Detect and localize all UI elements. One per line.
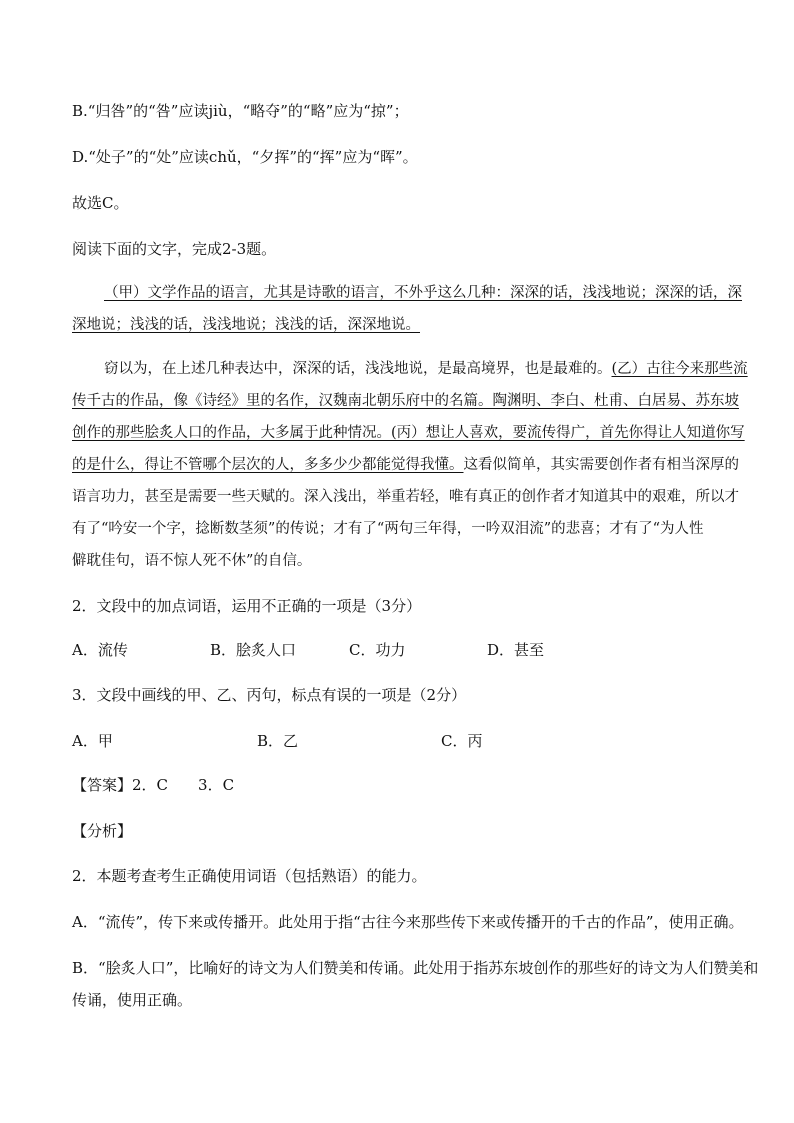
question-3-option-a: A．甲 <box>72 732 113 750</box>
passage-sentence-jia-line2: 深地说；浅浅的话，浅浅地说；浅浅的话，深深地说。 <box>72 317 420 333</box>
analysis-line-4: 传诵，使用正确。 <box>72 991 193 1009</box>
passage-sentence-yi: (乙）古往今来那些流 <box>611 361 748 377</box>
question-2-option-a: A．流传 <box>72 641 128 659</box>
question-2-stem: 2．文段中的加点词语，运用不正确的一项是（3分） <box>72 597 422 615</box>
question-2-option-b: B．脍炙人口 <box>210 641 297 659</box>
passage-sentence-bing-end: 的是什么，得让不管哪个层次的人，多多少少都能觉得我懂。 <box>72 457 464 473</box>
answer-text: 2．C 3．C <box>132 776 235 794</box>
passage-text: 窃以为，在上述几种表达中，深深的话，浅浅地说，是最高境界，也是最难的。 <box>104 361 612 377</box>
conclusion-line: 故选C。 <box>72 194 129 212</box>
analysis-line-1: 2．本题考查考生正确使用词语（包括熟语）的能力。 <box>72 867 427 885</box>
question-2-option-c: C．功力 <box>349 641 406 659</box>
question-3-option-b: B．乙 <box>257 732 299 750</box>
passage-text: 这看似简单，其实需要创作者有相当深厚的 <box>463 457 739 473</box>
passage-paragraph-line3 <box>72 423 745 443</box>
passage-paragraph-line1 <box>104 359 748 379</box>
option-b-explanation: B.“归咎”的“咎”应读jiù，“略夺”的“略”应为“掠”； <box>72 102 409 120</box>
passage-sentence-bing: (丙）想让人喜欢，要流传得广，首先你得让人知道你写 <box>391 425 745 441</box>
passage-paragraph-line7: 僻耽佳句，语不惊人死不休”的自信。 <box>72 553 312 569</box>
passage-paragraph-line5: 语言功力，甚至是需要一些天赋的。深入浅出，举重若轻，唯有真正的创作者才知道其中的艰难，所以才 <box>72 489 739 505</box>
analysis-line-3: B．“脍炙人口”，比喻好的诗文为人们赞美和传诵。此处用于指苏东坡创作的那些好的诗文为人们赞美和 <box>72 959 759 977</box>
passage-sentence-yi-end: 创作的那些脍炙人口的作品，大多属于此种情况。 <box>72 425 391 441</box>
answer-label: 【答案】 <box>72 776 133 794</box>
passage-paragraph-line4 <box>72 455 739 475</box>
answer-line <box>72 775 234 795</box>
analysis-line-2: A．“流传”，传下来或传播开。此处用于指“古往今来那些传下来或传播开的千古的作品”，使用正确。 <box>72 913 744 931</box>
question-2-option-d: D．甚至 <box>487 641 545 659</box>
option-d-explanation: D.“处子”的“处”应读chǔ，“夕挥”的“挥”应为“晖”。 <box>72 148 418 166</box>
question-3-option-c: C．丙 <box>441 732 483 750</box>
analysis-label: 【分析】 <box>72 822 133 840</box>
passage-paragraph-line6: 有了“吟安一个字，捻断数茎须”的传说；才有了“两句三年得，一吟双泪流”的悲喜；才有了“为人性 <box>72 521 704 537</box>
reading-instruction: 阅读下面的文字，完成2-3题。 <box>72 240 277 258</box>
passage-sentence-jia-line1: （甲）文学作品的语言，尤其是诗歌的语言，不外乎这么几种：深深的话，浅浅地说；深深的话，深 <box>104 285 742 301</box>
question-3-stem: 3．文段中画线的甲、乙、丙句，标点有误的一项是（2分） <box>72 686 467 704</box>
passage-sentence-yi-line2: 传千古的作品，像《诗经》里的名作，汉魏南北朝乐府中的名篇。陶渊明、李白、杜甫、白居易、苏东坡 <box>72 393 739 409</box>
